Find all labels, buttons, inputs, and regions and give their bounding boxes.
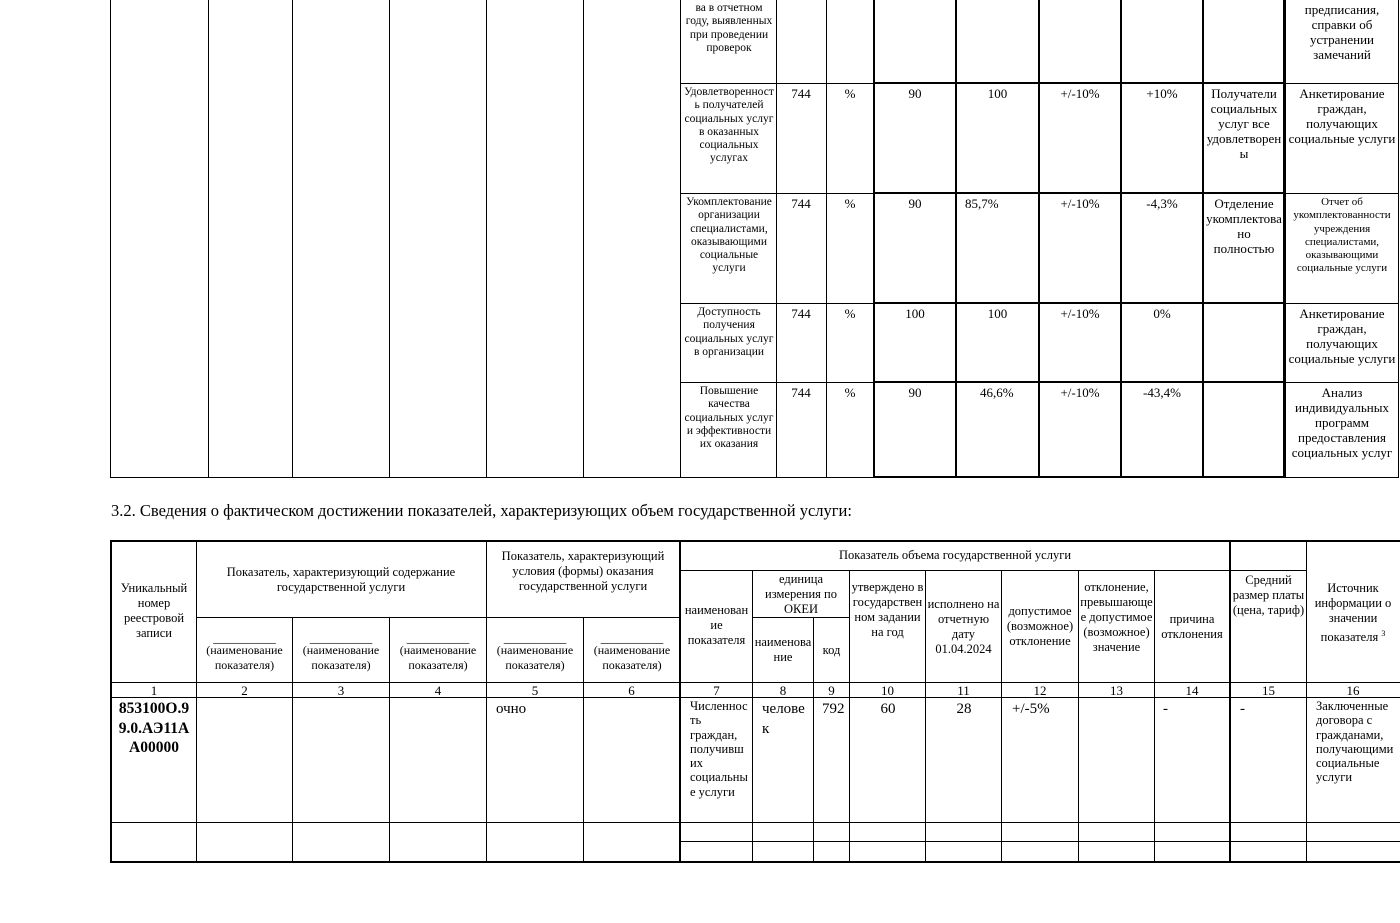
info-source: Анализ индивидуальных программ предоставления социальных услуг <box>1291 385 1393 460</box>
header-sub-name: (наименование показателя) <box>206 643 283 672</box>
header-blank: __________ <box>406 632 470 645</box>
info-source: Анкетирование граждан, получающих социальные услуги <box>1288 306 1396 366</box>
tolerance-value: +/-10% <box>1060 385 1100 400</box>
deviation-value: -4,3% <box>1146 196 1178 211</box>
deviation-reason <box>1206 306 1282 381</box>
actual-value: 85,7% <box>965 196 999 211</box>
header-avg-fee: Средний размер платы (цена, тариф) <box>1232 573 1305 617</box>
header-tolerance: допустимое (возможное) отклонение <box>1006 604 1074 648</box>
indicator-code: 744 <box>791 196 811 211</box>
header-actual: исполнено на отчетную дату 01.04.2024 <box>927 597 1000 656</box>
col-number: 15 <box>1262 683 1275 698</box>
col-number: 4 <box>434 683 442 698</box>
actual-value: 100 <box>987 306 1008 321</box>
deviation-value: -43,4% <box>1143 385 1181 400</box>
indicator-name: Укомплектованиe организации специалистами, оказывающими социальные услуги <box>686 196 772 275</box>
col-number: 11 <box>957 683 970 698</box>
approved-volume: 60 <box>880 701 896 717</box>
deviation-value: 0% <box>1153 306 1171 321</box>
volume-indicator-name: Численность граждан, получивших социальные услуги <box>690 699 748 799</box>
col-number: 14 <box>1185 683 1199 698</box>
header-okei: единица измерения по ОКЕИ <box>765 572 837 616</box>
tolerance-value: +/-10% <box>1060 86 1100 101</box>
deviation-reason: Получатели социальных услуг все удовлетворены <box>1206 86 1282 161</box>
source-continued: предписания, справки об устранении замечаний <box>1304 2 1380 62</box>
deviation-reason: Отделение укомплектовано полностью <box>1206 196 1282 256</box>
section-heading: 3.2. Сведения о фактическом достижении показателей, характеризующих объем государственной услуги: <box>111 501 852 520</box>
approved-value: 90 <box>908 86 922 101</box>
col-number: 6 <box>628 683 635 698</box>
tolerance-value: +/-10% <box>1060 306 1100 321</box>
indicator-name-continued: ва в отчетном году, выявленных при проведении проверок <box>685 2 773 54</box>
indicator-name: Повышение качества социальных услуг и эффективности их оказания <box>684 385 774 451</box>
indicator-unit: % <box>844 86 856 101</box>
col-number: 16 <box>1346 683 1360 698</box>
header-okei-name: наименование <box>754 635 812 664</box>
col-number: 2 <box>241 683 248 698</box>
header-blank: __________ <box>213 632 276 645</box>
indicator-unit: % <box>844 196 856 211</box>
header-reason: причина отклонения <box>1161 612 1223 641</box>
unit-code: 792 <box>822 701 845 717</box>
header-blank: __________ <box>503 632 567 645</box>
unit-name: человек <box>762 701 805 737</box>
header-okei-code: код <box>822 643 841 657</box>
header-blank: __________ <box>600 632 664 645</box>
header-conditions-group: Показатель, характеризующий условия (формы) оказания государственной услуги <box>501 549 665 593</box>
header-indicator-name: наименование показателя <box>684 603 749 647</box>
volume-tolerance: +/-5% <box>1012 701 1050 717</box>
col-number: 9 <box>828 683 835 698</box>
col-number: 5 <box>531 683 539 698</box>
header-info-source: Источник информации о значении показателя $^3$ <box>1314 581 1392 645</box>
approved-value: 90 <box>908 196 922 211</box>
deviation-reason <box>1206 385 1282 476</box>
col-number: 7 <box>713 683 720 698</box>
indicator-code: 744 <box>791 385 811 400</box>
indicator-unit: % <box>844 385 856 400</box>
actual-volume: 28 <box>956 701 972 717</box>
indicator-name: Доступность получения социальных услуг в организации <box>684 306 774 358</box>
header-approved: утверждено в государственном задании на год <box>851 580 924 639</box>
tolerance-value: +/-10% <box>1060 196 1100 211</box>
header-sub-name: (наименование показателя) <box>302 643 380 672</box>
header-sub-name: (наименование показателя) <box>593 643 671 672</box>
header-sub-name: (наименование показателя) <box>399 643 477 672</box>
actual-value: 46,6% <box>980 385 1014 400</box>
approved-value: 90 <box>908 385 922 400</box>
info-source: Анкетирование граждан, получающих социальные услуги <box>1288 86 1396 146</box>
col-number: 8 <box>779 683 787 698</box>
header-volume-group: Показатель объема государственной услуги <box>838 548 1072 562</box>
volume-reason: - <box>1163 701 1168 717</box>
approved-value: 100 <box>905 306 925 321</box>
header-exceed: отклонение, превышающее допустимое (возможное) значение <box>1080 580 1153 654</box>
col-number: 1 <box>150 683 158 698</box>
volume-info-source: Заключенные договора с гражданами, получающими социальные услуги <box>1316 699 1394 785</box>
col-number: 13 <box>1110 683 1123 698</box>
header-content-group: Показатель, характеризующий содержание государственной услуги <box>226 565 456 594</box>
indicator-code: 744 <box>791 306 811 321</box>
indicator-code: 744 <box>791 86 811 101</box>
deviation-value: +10% <box>1146 86 1178 101</box>
col-number: 10 <box>881 683 894 698</box>
info-source: Отчет об укомплектованности учреждения специалистами, оказывающими социальные услуги <box>1293 196 1391 275</box>
actual-value: 100 <box>987 86 1008 101</box>
registry-number: 853100О.99.0.АЭ11АА00000 <box>118 700 190 756</box>
indicator-name: Удовлетворенность получателей социальных услуг в оказанных социальных услугах <box>684 86 774 165</box>
header-unique-number: Уникальный номер реестровой записи <box>120 581 188 640</box>
service-form: очно <box>496 701 527 717</box>
header-blank: __________ <box>309 632 373 645</box>
average-fee: - <box>1240 701 1245 717</box>
indicator-unit: % <box>844 306 856 321</box>
col-number: 3 <box>337 683 345 698</box>
header-sub-name: (наименование показателя) <box>496 643 574 672</box>
col-number: 12 <box>1033 683 1047 698</box>
